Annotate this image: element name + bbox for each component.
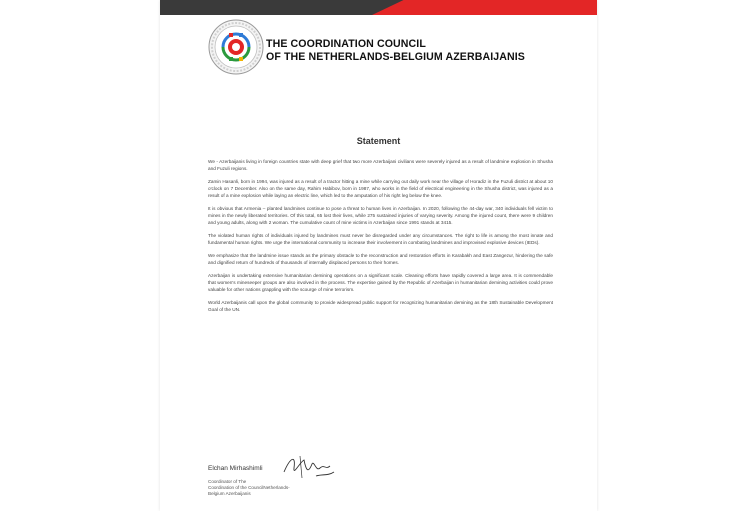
signatory-name: Elchan Mirhashimli	[208, 465, 263, 472]
paragraph-7: World Azerbaijanis call upon the global community to provide widespread public support for recognizing humanitarian demining as the 18th Sustainable Development Goal of the UN.	[208, 299, 553, 312]
signatory-title-line3: Belgium Azerbaijanis	[208, 491, 251, 497]
letter-page	[160, 0, 597, 511]
organization-name-line2: OF THE NETHERLANDS-BELGIUM AZERBAIJANIS	[266, 51, 525, 63]
organization-name	[266, 38, 586, 64]
signatory-title	[208, 479, 290, 498]
statement-body	[208, 159, 553, 320]
paragraph-5: We emphasize that the landmine issue stands as the primary obstacle to the reconstruction and restoration efforts in Karabakh and East Zangezur, hindering the safe and dignified return of hundreds of thousands of internally displaced persons to their homes.	[208, 252, 553, 265]
left-margin	[0, 0, 160, 511]
paragraph-1: We - Azerbaijanis living in foreign countries state with deep grief that two more Azerbaijani civilians were severely injured as a result of landmine explosion in Shusha and Fuzuli regions.	[208, 159, 553, 171]
paragraph-4: The violated human rights of individuals injured by landmines must never be disregarded under any circumstances. The right to life is among the most innate and fundamental human rights. We urge the international community to increase their involvement in combating landmines and improvised explosive devices (IEDs).	[208, 232, 553, 245]
paragraph-6: Azerbaijan is undertaking extensive humanitarian demining operations on a significant scale. Cleaning efforts have rapidly covered a large area. It is commendable that women's mineseeper groups are also involved in the process. The expertise gained by the Republic of Azerbaijan in humanitarian demining activities could prove valuable for other nations grappling with the scourge of mine terrorism.	[208, 272, 553, 292]
paragraph-3: It is obvious that Armenia – planted landmines continue to pose a threat to human lives in Azerbaijan. In 2020, following the 44-day war, 340 individuals fell victim to mines in the newly liberated territories. Of this total, 65 lost their lives, while 275 sustained injuries of varying severity. Among the injured count, there were 9 children and young adults, along with 2 woman. The cumulative count of mine victims in Azerbaijan since 1991 stands at 3415.	[208, 205, 553, 225]
right-margin	[597, 0, 750, 511]
document-title: Statement	[356, 136, 401, 146]
signatory-title-line1: Coordinator of The	[208, 479, 247, 484]
council-logo-icon	[207, 18, 265, 76]
signatory-title-line2: Coordination of the CouncilNetherlands-	[208, 485, 290, 491]
organization-name-line1: THE COORDINATION COUNCIL	[266, 38, 426, 50]
header-band-red	[372, 0, 597, 15]
paragraph-2: Zamin Hasanli, born in 1994, was injured as a result of a tractor hitting a mine while carrying out daily work near the village of Horadiz in the Fuzuli district at about 10 o'clock on 7 December. Also on the same day, Rahim Habibov, born in 1987, who works in the field of electrical engineering in the Shusha district, was injured as a result of a mine explosion while laying an electric line, which led to the amputation of his right leg below the knee.	[208, 179, 553, 198]
